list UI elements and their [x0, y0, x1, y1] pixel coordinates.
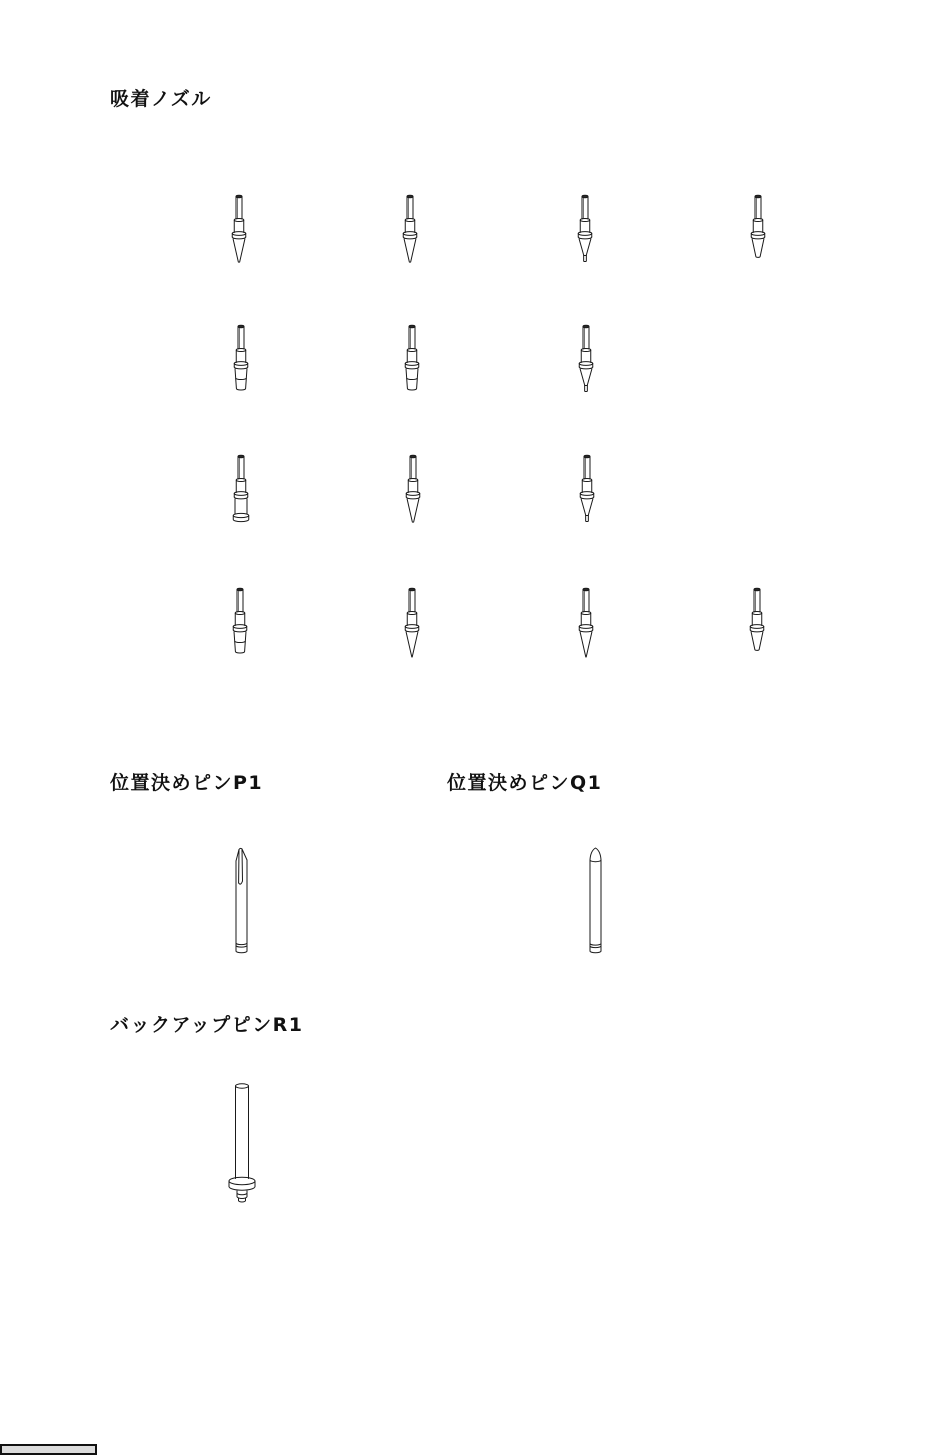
suction-nozzle-figure	[231, 320, 251, 398]
suction-nozzle-small-tip-icon	[577, 450, 597, 528]
suction-nozzle-figure	[229, 190, 249, 268]
suction-nozzle-cylindrical-icon	[230, 583, 250, 661]
suction-nozzle-figure	[230, 583, 250, 661]
suction-nozzle-figure	[403, 450, 423, 528]
nozzle-section-title: 吸着ノズル	[110, 88, 212, 110]
positioning-pin-q1-figure	[588, 845, 603, 960]
suction-nozzle-short-cone-icon	[747, 583, 767, 661]
suction-nozzle-figure	[402, 583, 422, 661]
suction-nozzle-cone-icon	[403, 450, 423, 528]
suction-nozzle-figure	[231, 450, 251, 528]
suction-nozzle-small-tip-icon	[575, 190, 595, 268]
page-footer-mark	[0, 1444, 97, 1455]
suction-nozzle-cylindrical-icon	[402, 320, 422, 398]
positioning-pin-dome-tip-icon	[588, 845, 603, 960]
suction-nozzle-sharp-cone-icon	[576, 583, 596, 661]
suction-nozzle-figure	[575, 190, 595, 268]
suction-nozzle-figure	[402, 320, 422, 398]
suction-nozzle-cylindrical-icon	[231, 320, 251, 398]
suction-nozzle-flanged-icon	[231, 450, 251, 528]
positioning-pin-p1-label: 位置決めピンP1	[110, 772, 264, 794]
suction-nozzle-cone-icon	[400, 190, 420, 268]
suction-nozzle-figure	[576, 583, 596, 661]
suction-nozzle-figure	[577, 450, 597, 528]
backup-pin-r1-figure	[227, 1080, 257, 1207]
suction-nozzle-figure	[747, 583, 767, 661]
positioning-pin-chamfered-tip-icon	[234, 845, 249, 960]
suction-nozzle-cone-icon	[229, 190, 249, 268]
suction-nozzle-sharp-cone-icon	[402, 583, 422, 661]
positioning-pin-q1-label: 位置決めピンQ1	[447, 772, 603, 794]
suction-nozzle-figure	[576, 320, 596, 398]
suction-nozzle-figure	[748, 190, 768, 268]
suction-nozzle-small-tip-icon	[576, 320, 596, 398]
backup-pin-flanged-icon	[227, 1080, 257, 1207]
backup-pin-r1-label: バックアップピンR1	[110, 1014, 304, 1036]
positioning-pin-p1-figure	[234, 845, 249, 960]
suction-nozzle-short-cone-icon	[748, 190, 768, 268]
suction-nozzle-figure	[400, 190, 420, 268]
